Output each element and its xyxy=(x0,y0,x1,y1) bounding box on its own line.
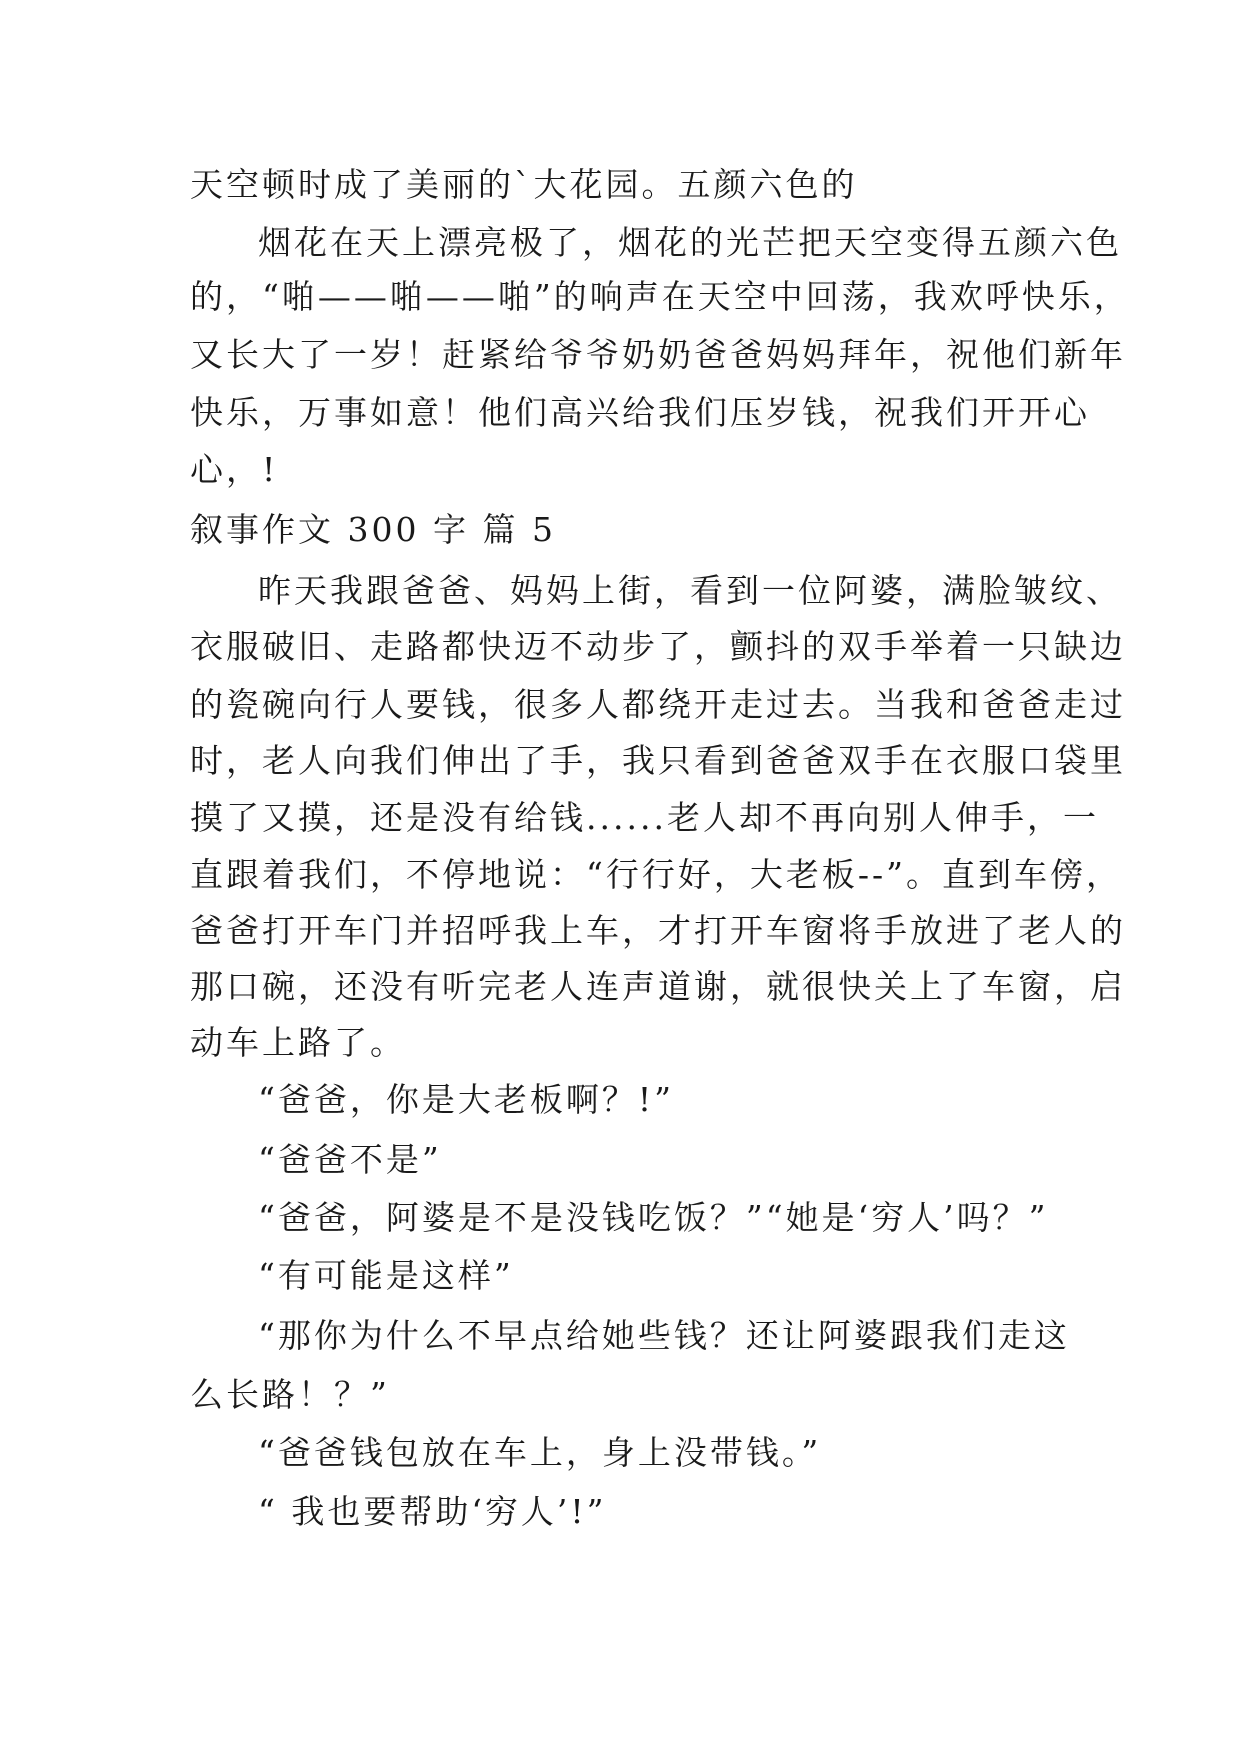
text-line: 衣服破旧、走路都快迈不动步了，颤抖的双手举着一只缺边 xyxy=(190,627,1126,666)
dialogue-line: “爸爸，你是大老板啊？!” xyxy=(258,1080,675,1119)
section-heading: 叙事作文 300 字 篇 5 xyxy=(190,510,556,549)
dialogue-line: “ 我也要帮助‘穷人’!” xyxy=(258,1492,607,1531)
text-line: 那口碗，还没有听完老人连声道谢，就很快关上了车窗，启 xyxy=(190,967,1126,1006)
dialogue-line: “那你为什么不早点给她些钱？还让阿婆跟我们走这 xyxy=(258,1316,1070,1355)
dialogue-line: “有可能是这样” xyxy=(258,1256,514,1295)
text-line: 快乐，万事如意！他们高兴给我们压岁钱，祝我们开开心 xyxy=(190,393,1090,432)
text-line: 直跟着我们，不停地说：“行行好，大老板--”。直到车傍， xyxy=(190,855,1123,894)
text-line: 动车上路了。 xyxy=(190,1023,406,1062)
dialogue-line: “爸爸，阿婆是不是没钱吃饭？”“她是‘穷人’吗？” xyxy=(258,1198,1049,1237)
text-line: 烟花在天上漂亮极了，烟花的光芒把天空变得五颜六色 xyxy=(258,223,1122,262)
text-line: 昨天我跟爸爸、妈妈上街，看到一位阿婆，满脸皱纹、 xyxy=(258,571,1122,610)
text-line: 又长大了一岁！赶紧给爷爷奶奶爸爸妈妈拜年，祝他们新年 xyxy=(190,335,1126,374)
dialogue-line: “爸爸不是” xyxy=(258,1140,442,1179)
text-line: 的瓷碗向行人要钱，很多人都绕开走过去。当我和爸爸走过 xyxy=(190,685,1126,724)
text-line: 天空顿时成了美丽的`大花园。五颜六色的 xyxy=(190,165,858,204)
text-line: 时，老人向我们伸出了手，我只看到爸爸双手在衣服口袋里 xyxy=(190,741,1126,780)
text-line: 心，! xyxy=(190,450,279,489)
text-line: 的，“啪——啪——啪”的响声在天空中回荡，我欢呼快乐， xyxy=(190,277,1130,316)
text-line: 么长路！？” xyxy=(190,1375,390,1414)
dialogue-line: “爸爸钱包放在车上，身上没带钱。” xyxy=(258,1433,822,1472)
text-line: 爸爸打开车门并招呼我上车，才打开车窗将手放进了老人的 xyxy=(190,911,1126,950)
text-line: 摸了又摸，还是没有给钱......老人却不再向别人伸手，一 xyxy=(190,798,1099,837)
